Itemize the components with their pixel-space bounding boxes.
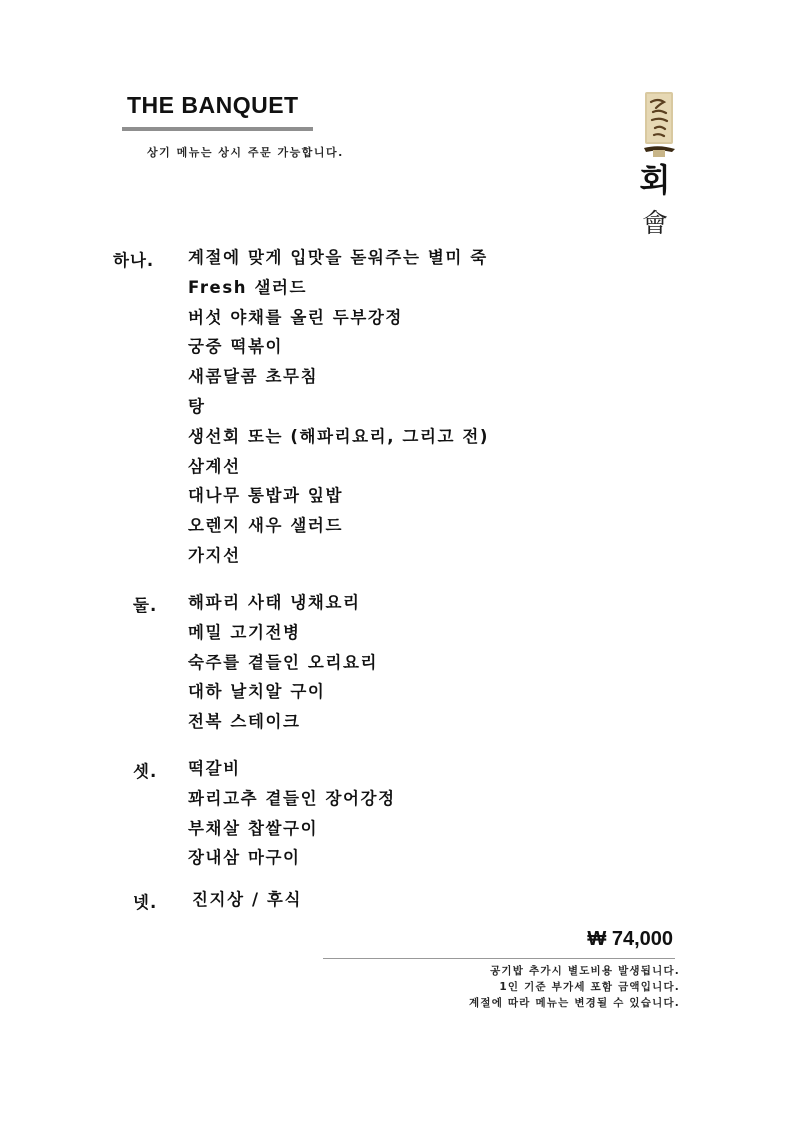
- menu-item: 전복 스테이크: [188, 712, 301, 732]
- menu-item: 장내삼 마구이: [188, 848, 301, 868]
- category-title: 회: [639, 161, 671, 199]
- course-number: 둘.: [133, 596, 158, 615]
- calligraphy-logo-icon: [642, 92, 676, 158]
- menu-item: 삼계선: [188, 456, 241, 476]
- menu-item: 오렌지 새우 샐러드: [188, 516, 344, 536]
- menu-item: 대나무 통밥과 잎밥: [188, 486, 344, 506]
- menu-item: 꽈리고추 곁들인 장어강정: [188, 788, 396, 808]
- menu-item: 숙주를 곁들인 오리요리: [188, 652, 379, 672]
- price-divider: [323, 958, 675, 959]
- menu-item: 버섯 야채를 올린 두부강정: [188, 307, 403, 327]
- menu-item: 대하 날치알 구이: [188, 682, 326, 702]
- menu-item: 생선회 또는 (해파리요리, 그리고 전): [188, 426, 490, 446]
- title-underline: [122, 127, 313, 131]
- page-title: THE BANQUET: [127, 92, 299, 118]
- course-number: 셋.: [133, 762, 158, 781]
- menu-item: 궁중 떡볶이: [188, 337, 284, 357]
- course-number: 하나.: [113, 251, 155, 270]
- course-item-list: [188, 758, 396, 877]
- availability-note: 상기 메뉴는 상시 주문 가능합니다.: [147, 146, 344, 159]
- category-hanja: 會: [641, 209, 668, 239]
- course-item-list: [192, 889, 302, 919]
- menu-item: 부채살 찹쌀구이: [188, 818, 319, 838]
- footnotes: [380, 963, 680, 1011]
- menu-item: 계절에 맞게 입맛을 돋워주는 별미 죽: [188, 248, 488, 267]
- menu-item: 새콤달콤 초무침: [188, 367, 319, 387]
- menu-item: 진지상 / 후식: [192, 890, 303, 909]
- course-item-list: [188, 247, 489, 575]
- menu-item: 탕: [188, 396, 206, 416]
- set-price: ₩ 74,000: [587, 928, 673, 950]
- course-number: 넷.: [133, 893, 158, 912]
- course-item-list: [188, 592, 378, 741]
- footnote-seasonal: 계절에 따라 메뉴는 변경될 수 있습니다.: [469, 997, 680, 1009]
- footnote-rice: 공기밥 추가시 별도비용 발생됩니다.: [490, 965, 680, 977]
- footnote-vat: 1인 기준 부가세 포함 금액입니다.: [499, 981, 680, 993]
- menu-item: 해파리 사태 냉채요리: [188, 593, 361, 612]
- menu-item: 메밀 고기전병: [188, 622, 301, 642]
- menu-item: 떡갈비: [188, 759, 241, 778]
- menu-item: 가지선: [188, 545, 241, 565]
- menu-item: Fresh 샐러드: [188, 277, 308, 297]
